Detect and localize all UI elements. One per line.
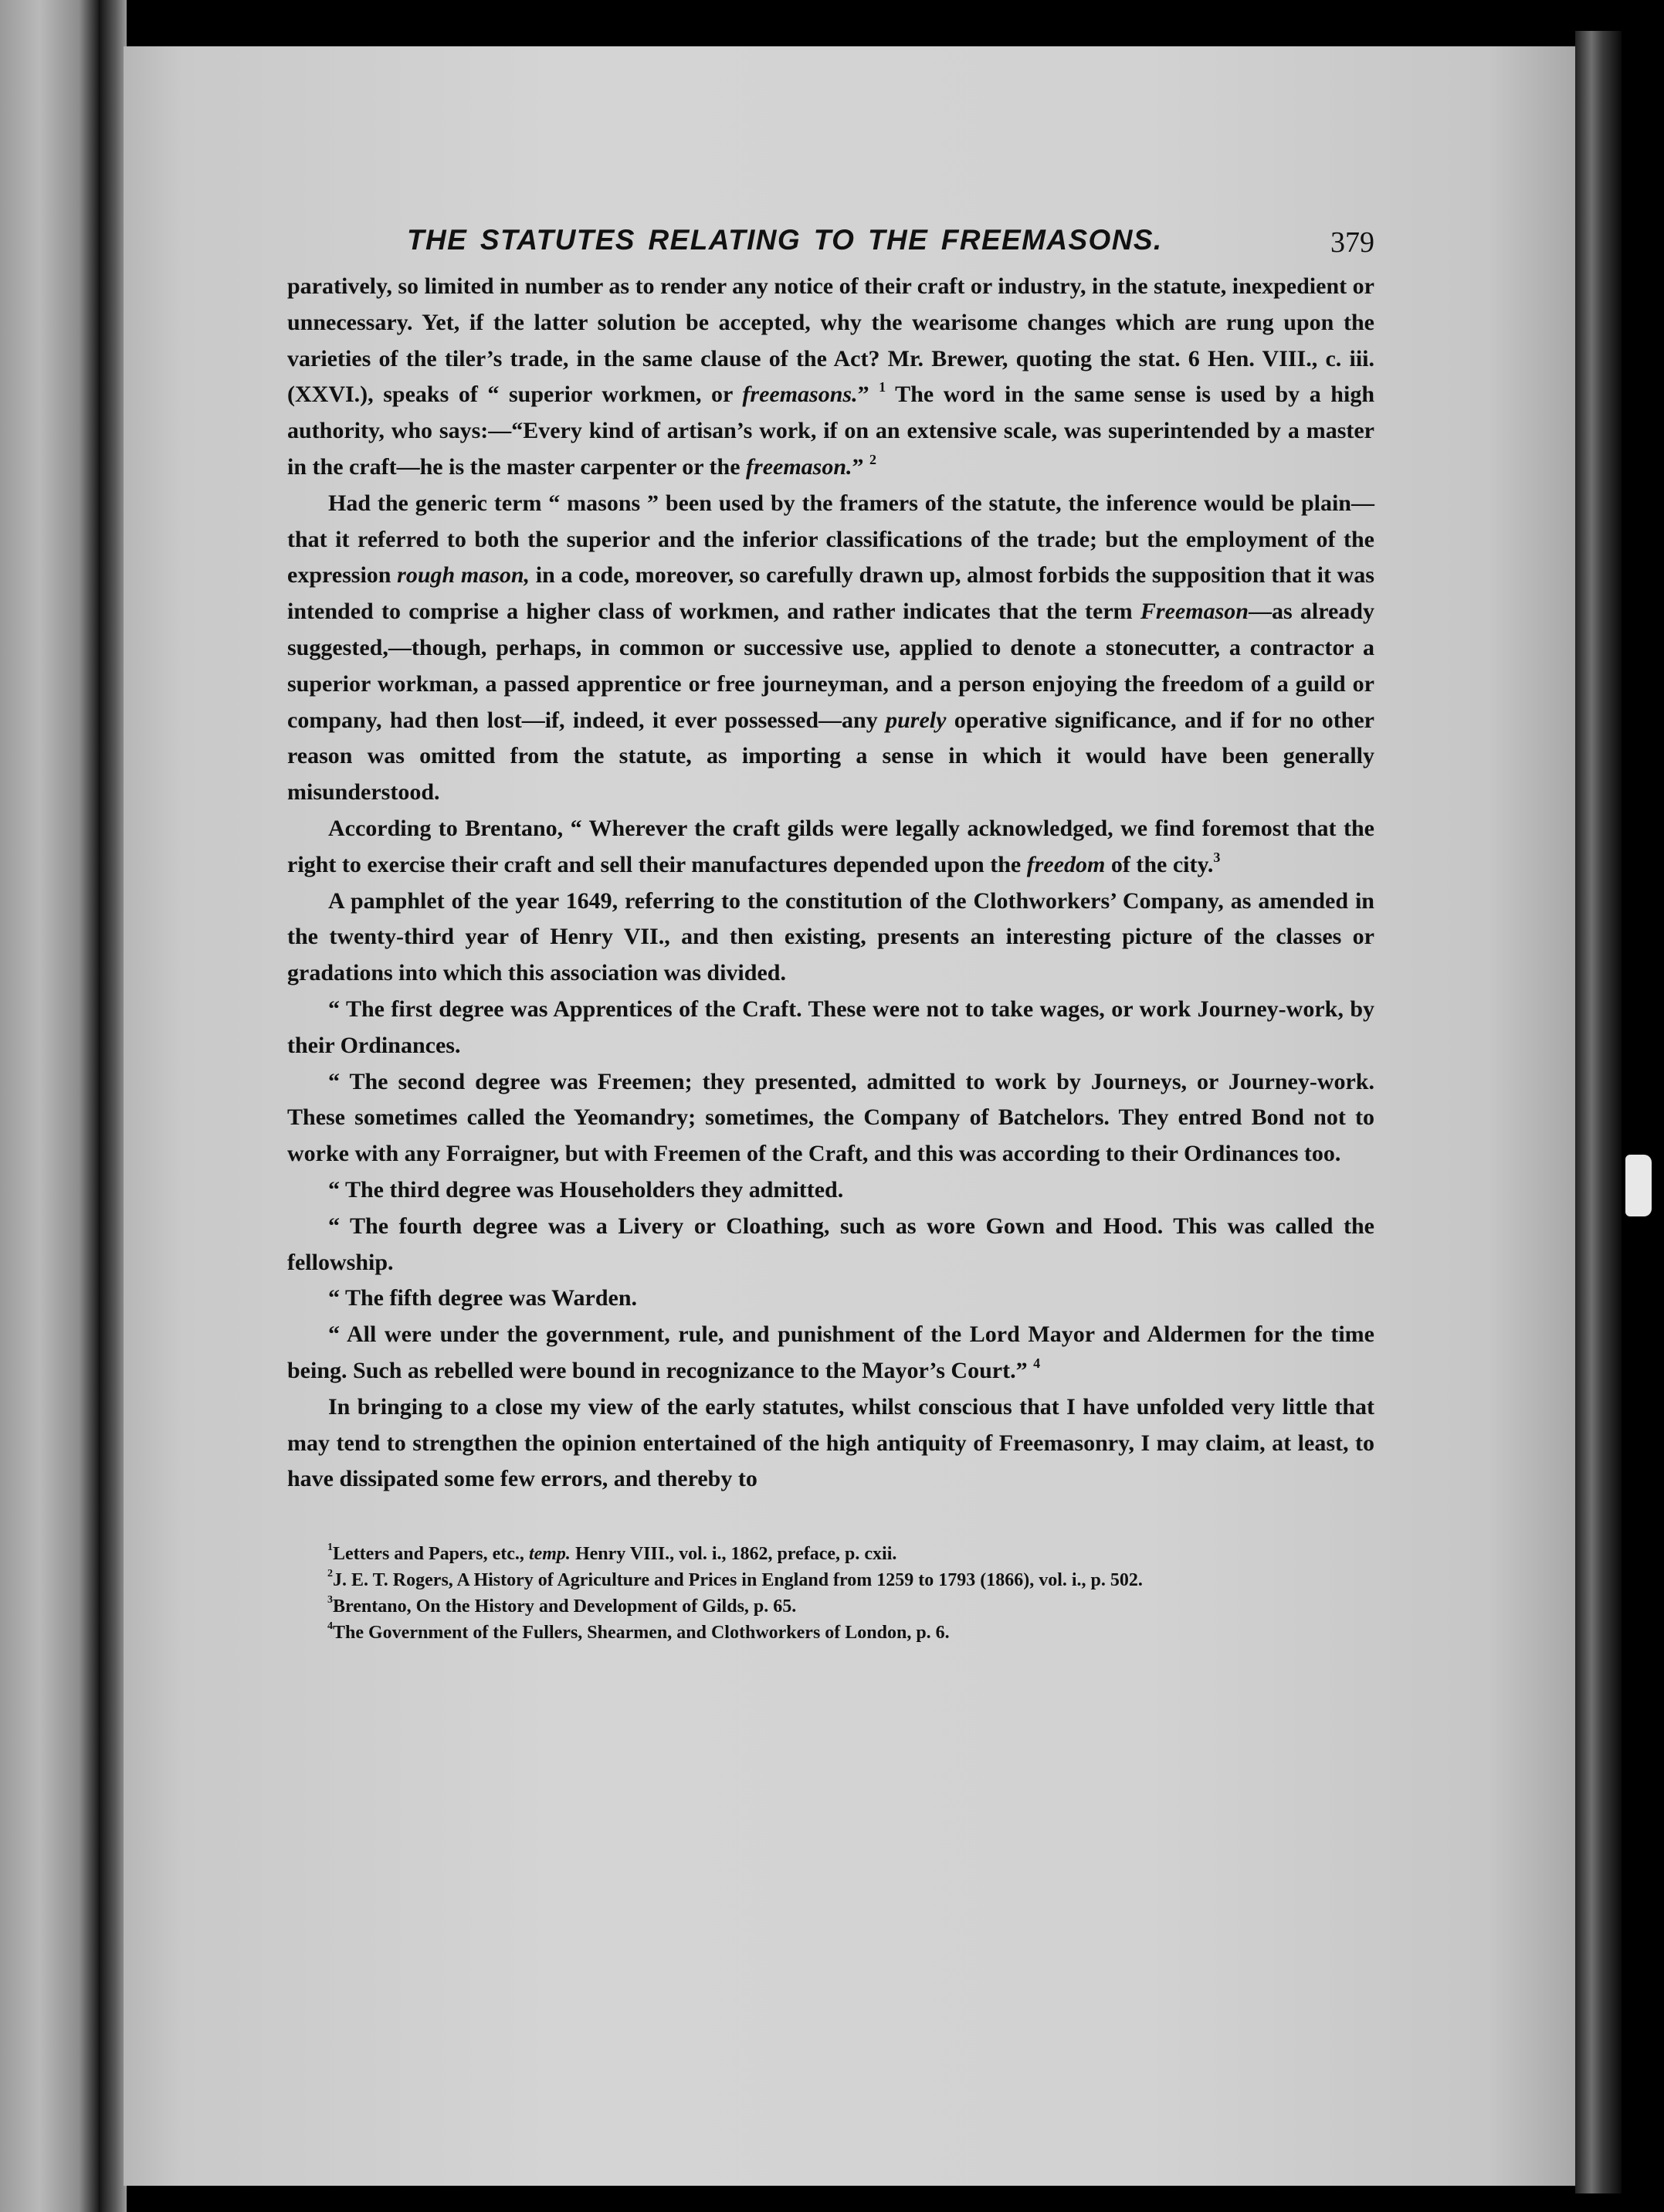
footnote-2: [287, 1567, 1374, 1593]
footnote-mark: 4: [327, 1620, 333, 1633]
paragraph-5: “ The first degree was Apprentices of the Craft. These were not to take wages, or work Journey-work, by their Ordinances.: [287, 996, 1374, 1058]
footnote-ref-1: 1: [879, 379, 886, 395]
footnote-3: [287, 1593, 1374, 1620]
text-run: The Government of the Fullers, Shearmen, and Clothworkers of London, p. 6.: [333, 1623, 950, 1644]
text-run: ”: [852, 453, 870, 480]
footnote-1: [287, 1541, 1374, 1567]
footnote-ref-3: 3: [1213, 849, 1221, 865]
body-text: [287, 269, 1374, 1498]
paragraph-2: [287, 486, 1374, 811]
paragraph-4: A pamphlet of the year 1649, referring to the constitution of the Clothworkers’ Company, as amended in the twenty-third year of Henry VII., and then existing, presents an interesting picture of the classes or gradations into which this association was divided.: [287, 887, 1374, 986]
italic-run: freemason.: [746, 453, 852, 480]
page-content: [287, 218, 1374, 1646]
previous-page-edge: [0, 0, 99, 2212]
page-tab-mark: [1625, 1155, 1652, 1216]
paragraph-10: [287, 1317, 1374, 1389]
paragraph-9: “ The fifth degree was Warden.: [328, 1285, 638, 1311]
text-run: The word in the same sense is used by a high authority, who says:—“Every kind of artisan’s work, if on an extensive scale, was superintended by a master in the craft—he is the master carpenter or the: [287, 382, 1375, 480]
running-head: THE STATUTES RELATING TO THE FREEMASONS.: [407, 224, 1163, 256]
paragraph-3: [287, 811, 1374, 884]
italic-run: freedom: [1026, 851, 1106, 877]
footnote-ref-2: 2: [869, 451, 877, 467]
page-right-edge: [1575, 31, 1622, 2193]
text-run: Henry VIII., vol. i., 1862, preface, p. cxii.: [570, 1544, 897, 1565]
page-header: [287, 218, 1374, 264]
italic-run: Freemason: [1140, 599, 1249, 625]
italic-run: temp.: [528, 1544, 571, 1565]
text-run: According to Brentano, “ Wherever the craft gilds were legally acknowledged, we find foremost that the right to exercise their craft and sell their manufactures depended upon the: [287, 815, 1374, 877]
footnote-ref-4: 4: [1033, 1355, 1041, 1371]
text-run: operative significance, and if for no other reason was omitted from the statute, as importing a sense in which it would have been generally misunderstood.: [287, 707, 1374, 806]
text-run: paratively, so limited in number as to render any notice of their craft or industry, in the statute, inexpedient or unnecessary. Yet, if the latter solution be accepted, why the wearisome changes which are rung upon the varieties of the tiler’s trade, in the same clause of the Act? Mr. Brewer, quoting the stat. 6 Hen. VIII., c. iii. (XXVI.), speaks of “ superior workmen, or: [287, 273, 1374, 408]
paragraph-7: “ The third degree was Householders they admitted.: [328, 1176, 844, 1203]
footnotes: [287, 1541, 1374, 1646]
paragraph-8: “ The fourth degree was a Livery or Cloathing, such as wore Gown and Hood. This was called the fellowship.: [287, 1213, 1374, 1275]
text-run: in a code, moreover, so carefully drawn up, almost forbids the supposition that it was intended to comprise a higher class of workmen, and rather indicates that the term: [287, 562, 1374, 625]
page-number: 379: [1330, 226, 1374, 259]
italic-run: purely: [886, 707, 947, 733]
footnote-mark: 1: [327, 1542, 333, 1554]
paragraph-11: In bringing to a close my view of the early statutes, whilst conscious that I have unfolded very little that may tend to strengthen the opinion entertained of the high antiquity of Freemasonry, I may claim, at least, to have dissipated some few errors, and thereby to: [287, 1393, 1374, 1492]
text-run: Had the generic term “ masons ” been used by the framers of the statute, the inference would be plain—that it referred to both the superior and the inferior classifications of the trade; but the employment of the expression: [287, 490, 1374, 589]
footnote-mark: 3: [327, 1594, 333, 1606]
paragraph-6: “ The second degree was Freemen; they presented, admitted to work by Journeys, or Journey-work. These sometimes called the Yeomandry; sometimes, the Company of Batchelors. They entred Bond not to worke with any Forraigner, but with Freemen of the Craft, and this was according to their Ordinances too.: [287, 1068, 1374, 1167]
italic-run: rough mason,: [397, 562, 530, 589]
text-run: ”: [857, 382, 879, 408]
paragraph-1: [287, 269, 1374, 486]
text-run: J. E. T. Rogers, A History of Agriculture and Prices in England from 1259 to 1793 (1866), vol. i., p. 502.: [333, 1570, 1143, 1591]
footnote-4: [287, 1620, 1374, 1646]
text-run: “ All were under the government, rule, and punishment of the Lord Mayor and Aldermen for the time being. Such as rebelled were bound in recognizance to the Mayor’s Court.”: [287, 1321, 1374, 1383]
text-run: —as already suggested,—though, perhaps, in common or successive use, applied to denote a stonecutter, a contractor a superior workman, a passed apprentice or free journeyman, and a person enjoying the freedom of a guild or company, had then lost—if, indeed, it ever possessed—any: [287, 599, 1374, 733]
text-run: Letters and Papers, etc.,: [333, 1544, 529, 1565]
text-run: Brentano, On the History and Development of Gilds, p. 65.: [333, 1596, 797, 1617]
text-run: of the city.: [1105, 851, 1214, 877]
footnote-mark: 2: [327, 1568, 333, 1580]
italic-run: freemasons.: [742, 382, 858, 408]
book-gutter: [99, 0, 127, 2212]
